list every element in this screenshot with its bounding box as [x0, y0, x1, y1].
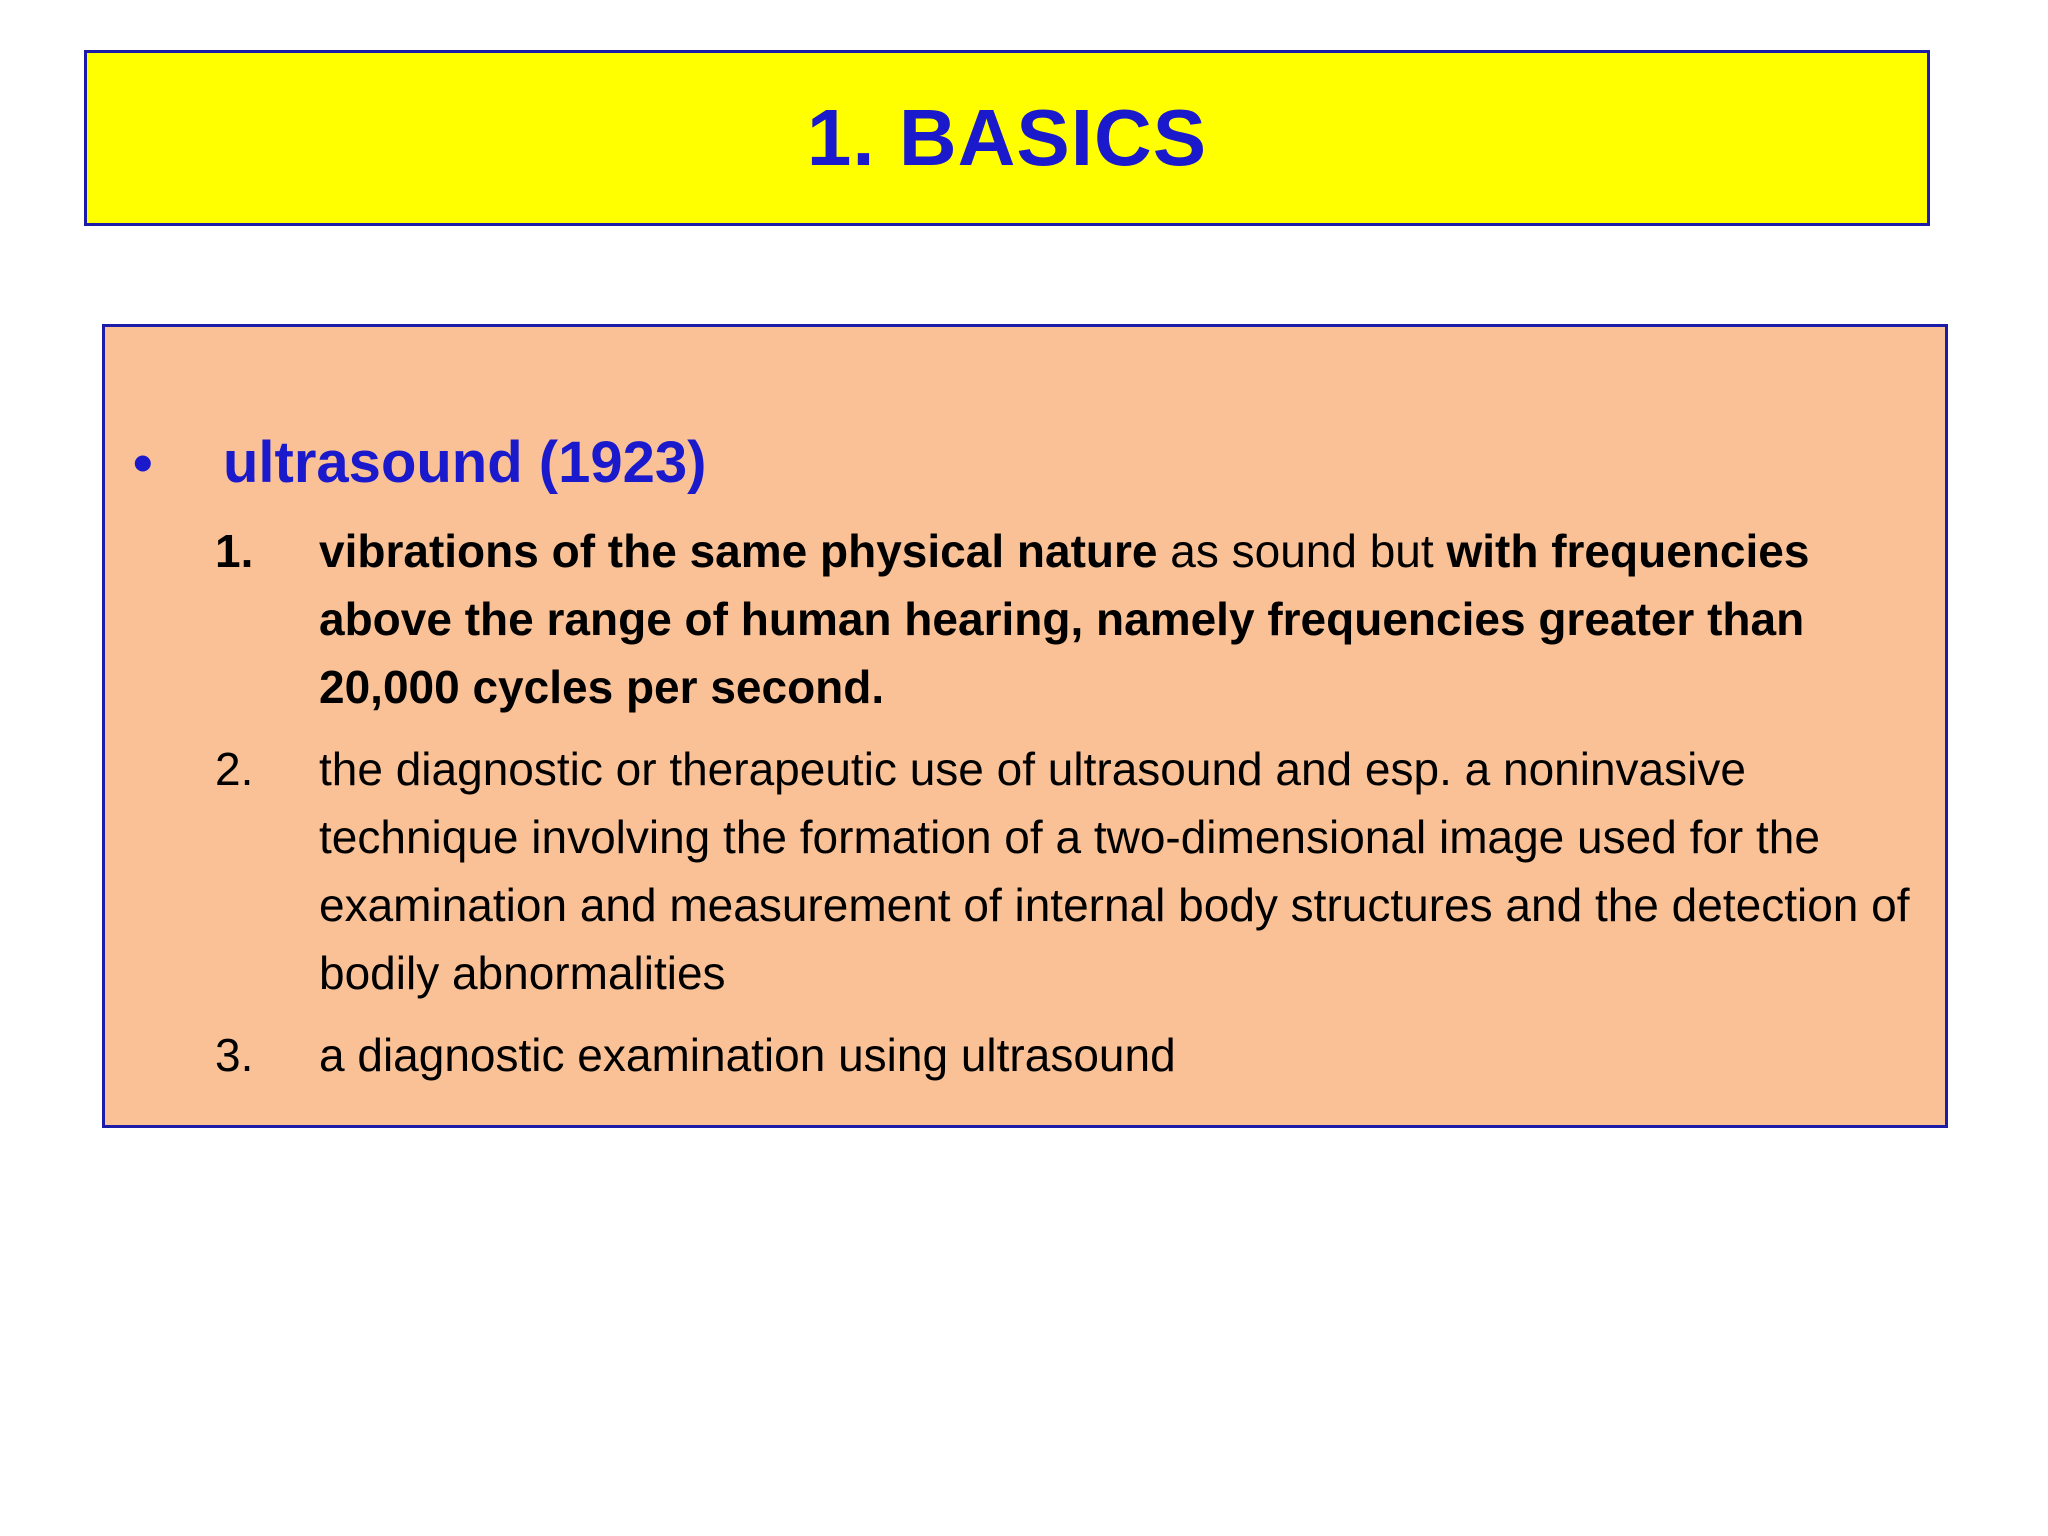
list-item-bold-text: vibrations of the same physical nature	[319, 525, 1158, 577]
title-box	[84, 50, 1930, 226]
list-item-text: a diagnostic examination using ultrasound	[319, 1029, 1176, 1081]
list-item-number: 2.	[215, 743, 254, 795]
list-item-text	[319, 517, 1929, 721]
list-item-plain-text: as sound but	[1157, 525, 1447, 577]
numbered-list	[215, 517, 1935, 1103]
list-item-3	[215, 1021, 1935, 1089]
content-box	[102, 324, 1948, 1128]
list-item-1	[215, 517, 1935, 721]
bullet-heading	[127, 429, 706, 496]
bullet-icon: •	[133, 431, 153, 494]
list-item-text: the diagnostic or therapeutic use of ultrasound and esp. a noninvasive technique involving the formation of a two-dimensional image used for the examination and measurement of internal body structures and the detection of bodily abnormalities	[319, 743, 1910, 999]
list-item-number: 3.	[215, 1029, 254, 1081]
bullet-label: ultrasound (1923)	[223, 430, 707, 495]
slide-title: 1. BASICS	[806, 93, 1208, 182]
list-item-2	[215, 735, 1935, 1007]
list-item-bold-text: with frequencies above the range of human hearing, namely frequencies greater than 20,000 cycles per second.	[319, 525, 1810, 713]
list-item-number: 1.	[215, 525, 254, 577]
